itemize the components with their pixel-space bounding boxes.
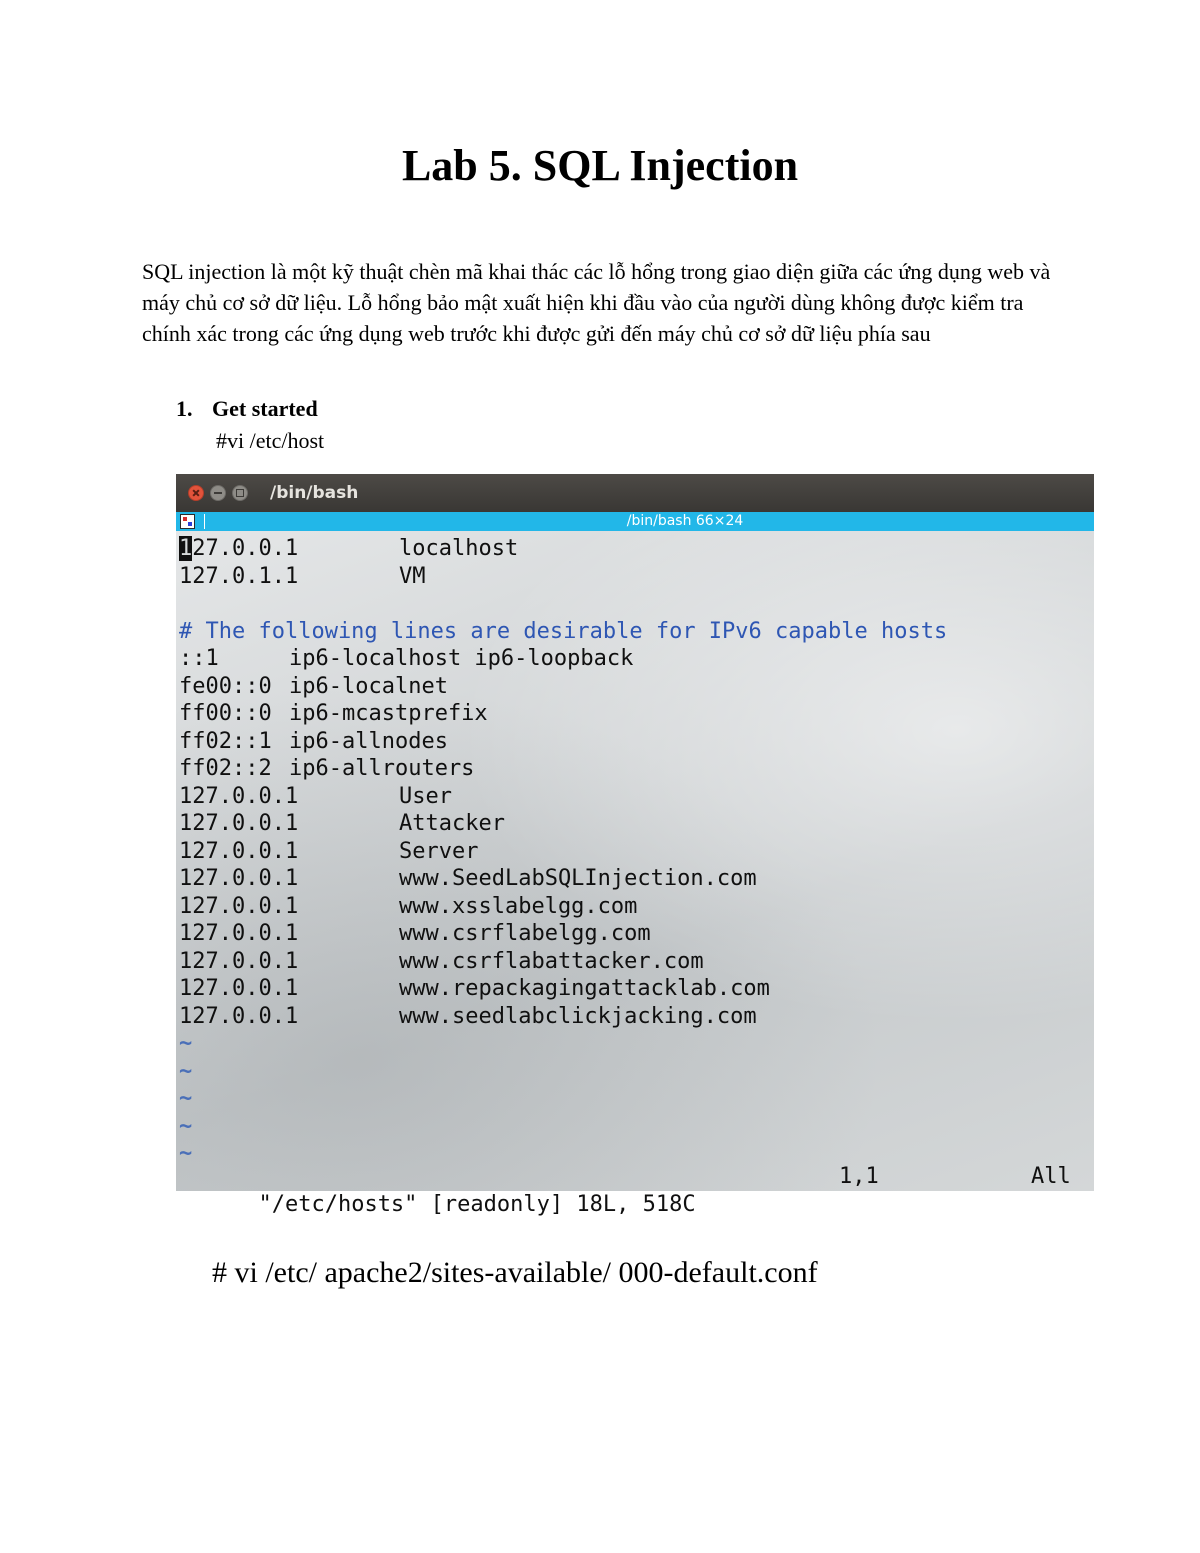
page-title: Lab 5. SQL Injection	[401, 141, 799, 190]
hosts-name: www.repackagingattacklab.com	[399, 976, 770, 1001]
hosts-ip: 127.0.0.1	[179, 783, 299, 809]
text-cursor: 1	[179, 536, 193, 561]
hosts-line	[179, 893, 947, 921]
hosts-name: www.csrflabattacker.com	[399, 948, 704, 974]
ipv6-addr: ff02::2	[179, 756, 272, 781]
ipv6-line	[179, 673, 947, 701]
ipv6-line	[179, 645, 947, 673]
section-label: Get started	[212, 396, 318, 421]
hosts-file-content	[179, 535, 947, 1168]
blank-line	[179, 590, 947, 618]
terminal-tab-label[interactable]: /bin/bash 66×24	[626, 513, 744, 529]
hosts-line	[179, 535, 947, 563]
terminal-titlebar	[176, 474, 1094, 512]
status-scroll-indicator: All	[1031, 1164, 1071, 1189]
hosts-ip: 127.0.0.1	[179, 948, 299, 974]
section-number: 1.	[176, 396, 193, 421]
ipv6-names: ip6-localnet	[289, 673, 448, 699]
hosts-line	[179, 838, 947, 866]
hosts-ip: 127.0.0.1	[179, 866, 299, 891]
ipv6-names: ip6-mcastprefix	[289, 701, 488, 726]
hosts-name: User	[399, 783, 452, 809]
hosts-line	[179, 810, 947, 838]
status-cursor-position: 1,1	[839, 1164, 879, 1189]
ipv6-addr: ::1	[179, 646, 219, 671]
status-file-info: "/etc/hosts" [readonly] 18L, 518C	[258, 1191, 696, 1217]
hosts-line	[179, 1003, 947, 1031]
ipv6-line	[179, 700, 947, 728]
hosts-name: Server	[399, 838, 479, 864]
hosts-ip: 127.0.0.1	[179, 976, 299, 1001]
terminal-screenshot	[176, 474, 1094, 1217]
ipv6-line	[179, 728, 947, 756]
hosts-name: localhost	[399, 536, 519, 561]
empty-line-marker: ~	[179, 1058, 193, 1084]
command-vi-hosts: #vi /etc/host	[216, 428, 325, 453]
hosts-line	[179, 948, 947, 976]
section-heading-get-started	[176, 396, 318, 422]
command-vi-apache-conf: # vi /etc/ apache2/sites-available/ 000-default.conf	[212, 1256, 818, 1289]
ipv6-addr: ff00::0	[179, 701, 272, 726]
hosts-ip: 127.0.0.1	[179, 838, 299, 864]
hosts-line	[179, 920, 947, 948]
intro-paragraph: SQL injection là một kỹ thuật chèn mã khai thác các lỗ hổng trong giao diện giữa các ứng dụng web và máy chủ cơ sở dữ liệu. Lỗ hổng bảo mật xuất hiện khi đầu vào của người dùng không được kiểm tra chính xác trong các ứng dụng web trước khi được gửi đến máy chủ cơ sở dữ liệu phía sau	[142, 259, 1051, 346]
hosts-line	[179, 975, 947, 1003]
hosts-name: www.csrflabelgg.com	[399, 921, 651, 946]
vim-status-line	[179, 1163, 1094, 1217]
ipv6-line	[179, 755, 947, 783]
hosts-name: www.SeedLabSQLInjection.com	[399, 866, 757, 891]
ipv6-addr: fe00::0	[179, 673, 272, 699]
hosts-line	[179, 563, 947, 591]
hosts-comment: # The following lines are desirable for IPv6 capable hosts	[179, 618, 948, 644]
terminal-body[interactable]	[176, 531, 1094, 1217]
hosts-ip: 127.0.0.1	[179, 811, 299, 836]
hosts-line	[179, 783, 947, 811]
hosts-ip: 27.0.0.1	[192, 536, 299, 561]
hosts-name: Attacker	[399, 811, 505, 836]
terminal-window-title: /bin/bash	[270, 483, 359, 503]
maximize-icon[interactable]	[232, 485, 248, 501]
empty-line-marker: ~	[179, 1031, 193, 1056]
minimize-icon[interactable]	[210, 485, 226, 501]
hosts-line	[179, 865, 947, 893]
hosts-ip: 127.0.0.1	[179, 1003, 299, 1029]
empty-line-marker: ~	[179, 1113, 193, 1139]
hosts-name: www.xsslabelgg.com	[399, 893, 638, 919]
hosts-ip: 127.0.1.1	[179, 563, 299, 589]
hosts-ip: 127.0.0.1	[179, 921, 299, 946]
close-icon[interactable]	[188, 485, 204, 501]
hosts-name: www.seedlabclickjacking.com	[399, 1003, 757, 1029]
ipv6-names: ip6-allnodes	[289, 728, 448, 754]
hosts-name: VM	[399, 563, 426, 589]
empty-line-marker: ~	[179, 1086, 193, 1111]
empty-line-marker: ~	[179, 1141, 193, 1166]
ipv6-names: ip6-localhost ip6-loopback	[289, 646, 634, 671]
ipv6-addr: ff02::1	[179, 728, 272, 754]
hosts-ip: 127.0.0.1	[179, 893, 299, 919]
ipv6-names: ip6-allrouters	[289, 756, 475, 781]
terminal-tab-bar	[176, 512, 1094, 531]
